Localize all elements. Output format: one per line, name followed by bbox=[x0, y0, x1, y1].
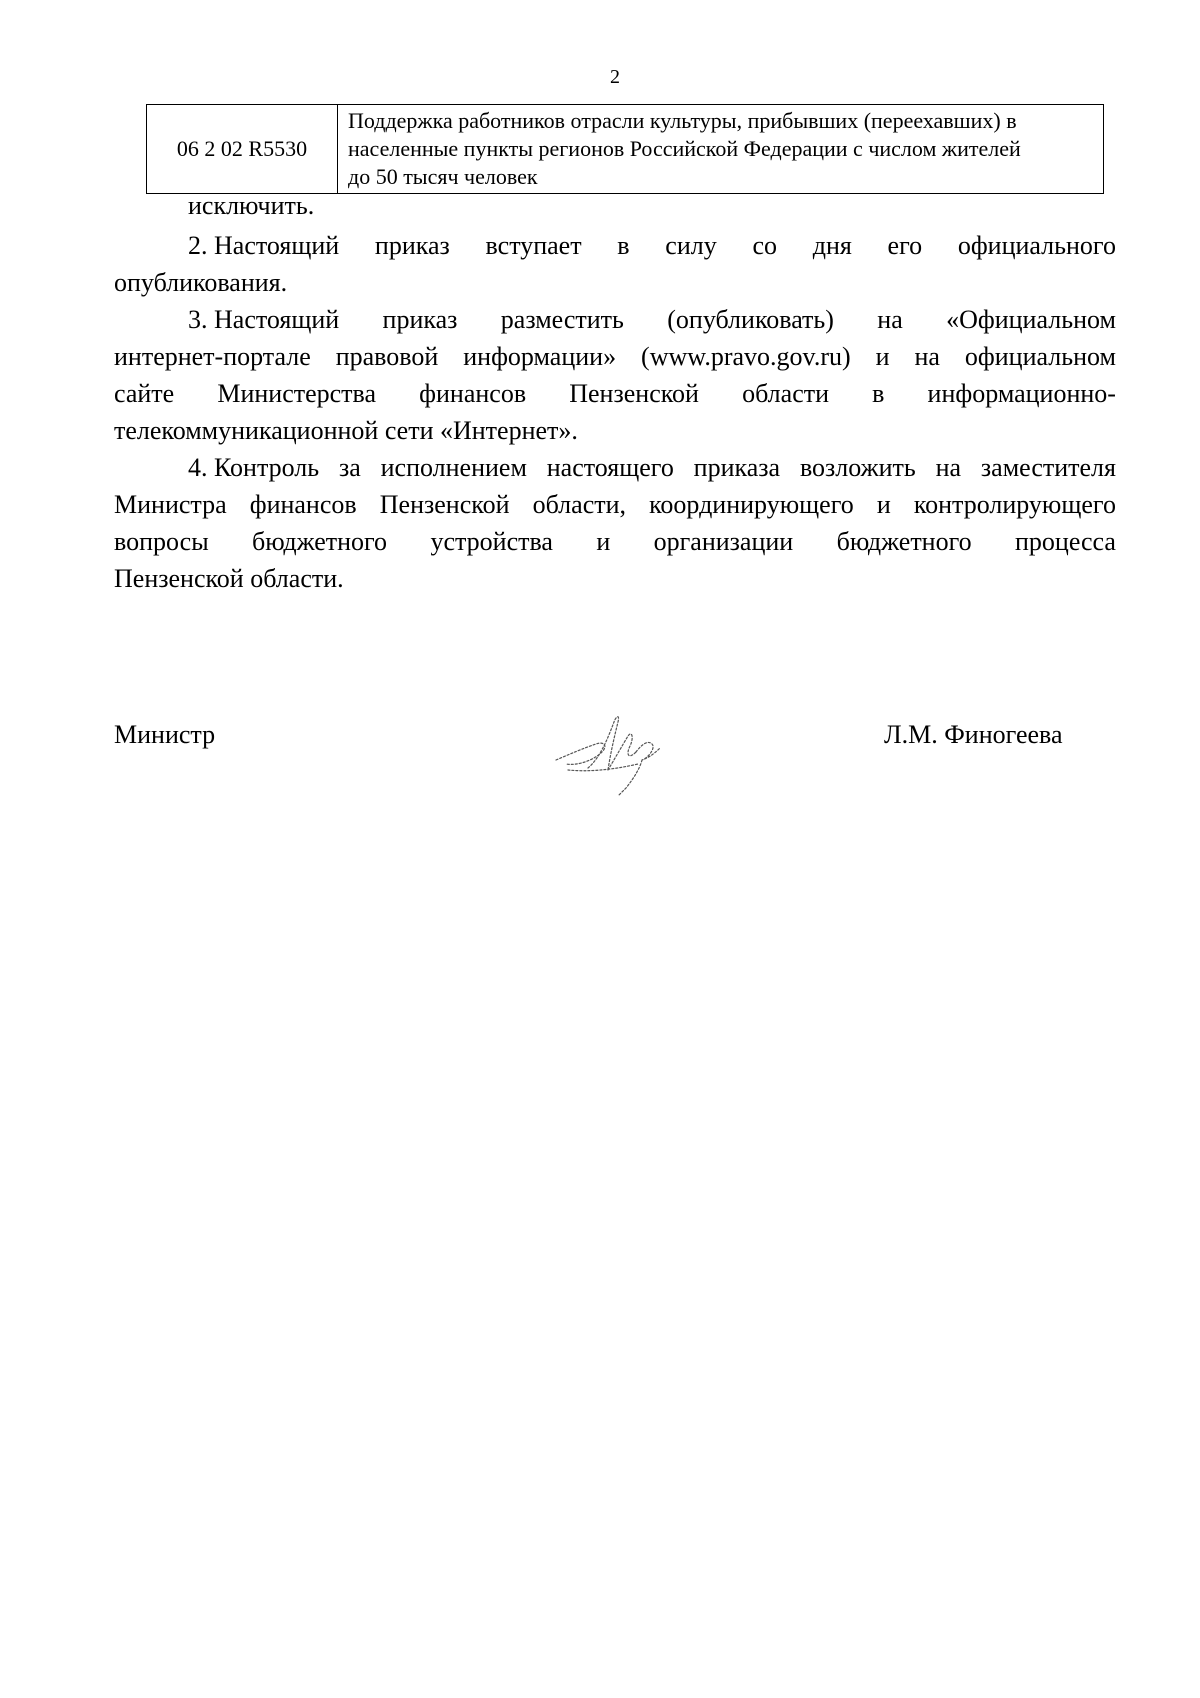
word: «Официальном bbox=[946, 305, 1116, 334]
signatory-position: Министр bbox=[114, 720, 216, 749]
document-body bbox=[114, 187, 1116, 597]
word: Министра bbox=[114, 490, 227, 519]
word: Пензенской bbox=[379, 490, 510, 519]
word: и bbox=[875, 342, 890, 371]
word: области bbox=[742, 379, 830, 408]
paragraph-line: Пензенской области. bbox=[114, 564, 344, 593]
paragraph-line: телекоммуникационной сети «Интернет». bbox=[114, 416, 578, 445]
word: его bbox=[887, 231, 923, 260]
budget-description-cell bbox=[338, 105, 1104, 194]
word: заместителя bbox=[980, 453, 1116, 482]
word: (опубликовать) bbox=[667, 305, 834, 334]
paragraph-line bbox=[114, 449, 1116, 486]
word: бюджетного bbox=[836, 527, 972, 556]
word: настоящего bbox=[546, 453, 674, 482]
word: вступает bbox=[485, 231, 582, 260]
page-number: 2 bbox=[610, 66, 620, 88]
word: финансов bbox=[249, 490, 357, 519]
word: за bbox=[338, 453, 361, 482]
word: в bbox=[872, 379, 885, 408]
budget-code-table bbox=[146, 104, 1104, 194]
word: сайте bbox=[114, 379, 175, 408]
word: финансов bbox=[419, 379, 527, 408]
word: Пензенской bbox=[569, 379, 699, 408]
word: на bbox=[877, 305, 903, 334]
paragraph-line bbox=[114, 338, 1116, 375]
word: разместить bbox=[500, 305, 624, 334]
word: области, bbox=[532, 490, 627, 519]
paragraph-line bbox=[114, 486, 1116, 523]
paragraph-line bbox=[114, 301, 1116, 338]
word: 2. Настоящий bbox=[188, 231, 340, 260]
paragraph-line bbox=[114, 375, 1116, 412]
exclude-text: исключить. bbox=[188, 191, 315, 220]
word: 3. Настоящий bbox=[188, 305, 340, 334]
word: информационно- bbox=[927, 379, 1116, 408]
word: официальном bbox=[964, 342, 1116, 371]
paragraph-2 bbox=[114, 227, 1116, 301]
word: приказ bbox=[374, 231, 450, 260]
word: бюджетного bbox=[252, 527, 388, 556]
word: и bbox=[876, 490, 891, 519]
word: в bbox=[617, 231, 630, 260]
word: со bbox=[752, 231, 777, 260]
table-row bbox=[147, 105, 1104, 194]
word: дня bbox=[812, 231, 852, 260]
word: организации bbox=[653, 527, 794, 556]
description-line: Поддержка работников отрасли культуры, прибывших (переехавших) в bbox=[348, 108, 1017, 133]
word: интернет-портале bbox=[114, 342, 311, 371]
word: правовой bbox=[335, 342, 439, 371]
word: координирующего bbox=[649, 490, 854, 519]
word: и bbox=[596, 527, 611, 556]
signatory-name: Л.М. Финогеева bbox=[884, 720, 1063, 749]
paragraph-line bbox=[114, 523, 1116, 560]
paragraph-4 bbox=[114, 449, 1116, 597]
word: процесса bbox=[1014, 527, 1116, 556]
word: 4. Контроль bbox=[188, 453, 320, 482]
word: приказ bbox=[382, 305, 458, 334]
word: вопросы bbox=[114, 527, 209, 556]
word: устройства bbox=[430, 527, 553, 556]
word: (www.pravo.gov.ru) bbox=[641, 342, 851, 371]
word: официального bbox=[957, 231, 1116, 260]
word: силу bbox=[665, 231, 717, 260]
description-line: населенные пункты регионов Российской Федерации с числом жителей bbox=[348, 136, 1021, 161]
word: Министерства bbox=[217, 379, 377, 408]
word: контролирующего bbox=[913, 490, 1116, 519]
description-line: до 50 тысяч человек bbox=[348, 164, 538, 189]
handwritten-signature-icon bbox=[548, 708, 688, 798]
paragraph-3 bbox=[114, 301, 1116, 449]
word: на bbox=[914, 342, 940, 371]
word: информации» bbox=[463, 342, 617, 371]
paragraph-line: опубликования. bbox=[114, 268, 288, 297]
budget-code-cell: 06 2 02 R5530 bbox=[147, 105, 338, 194]
word: на bbox=[935, 453, 962, 482]
word: исполнением bbox=[380, 453, 527, 482]
word: приказа bbox=[693, 453, 781, 482]
paragraph-line bbox=[114, 227, 1116, 264]
word: возложить bbox=[799, 453, 916, 482]
